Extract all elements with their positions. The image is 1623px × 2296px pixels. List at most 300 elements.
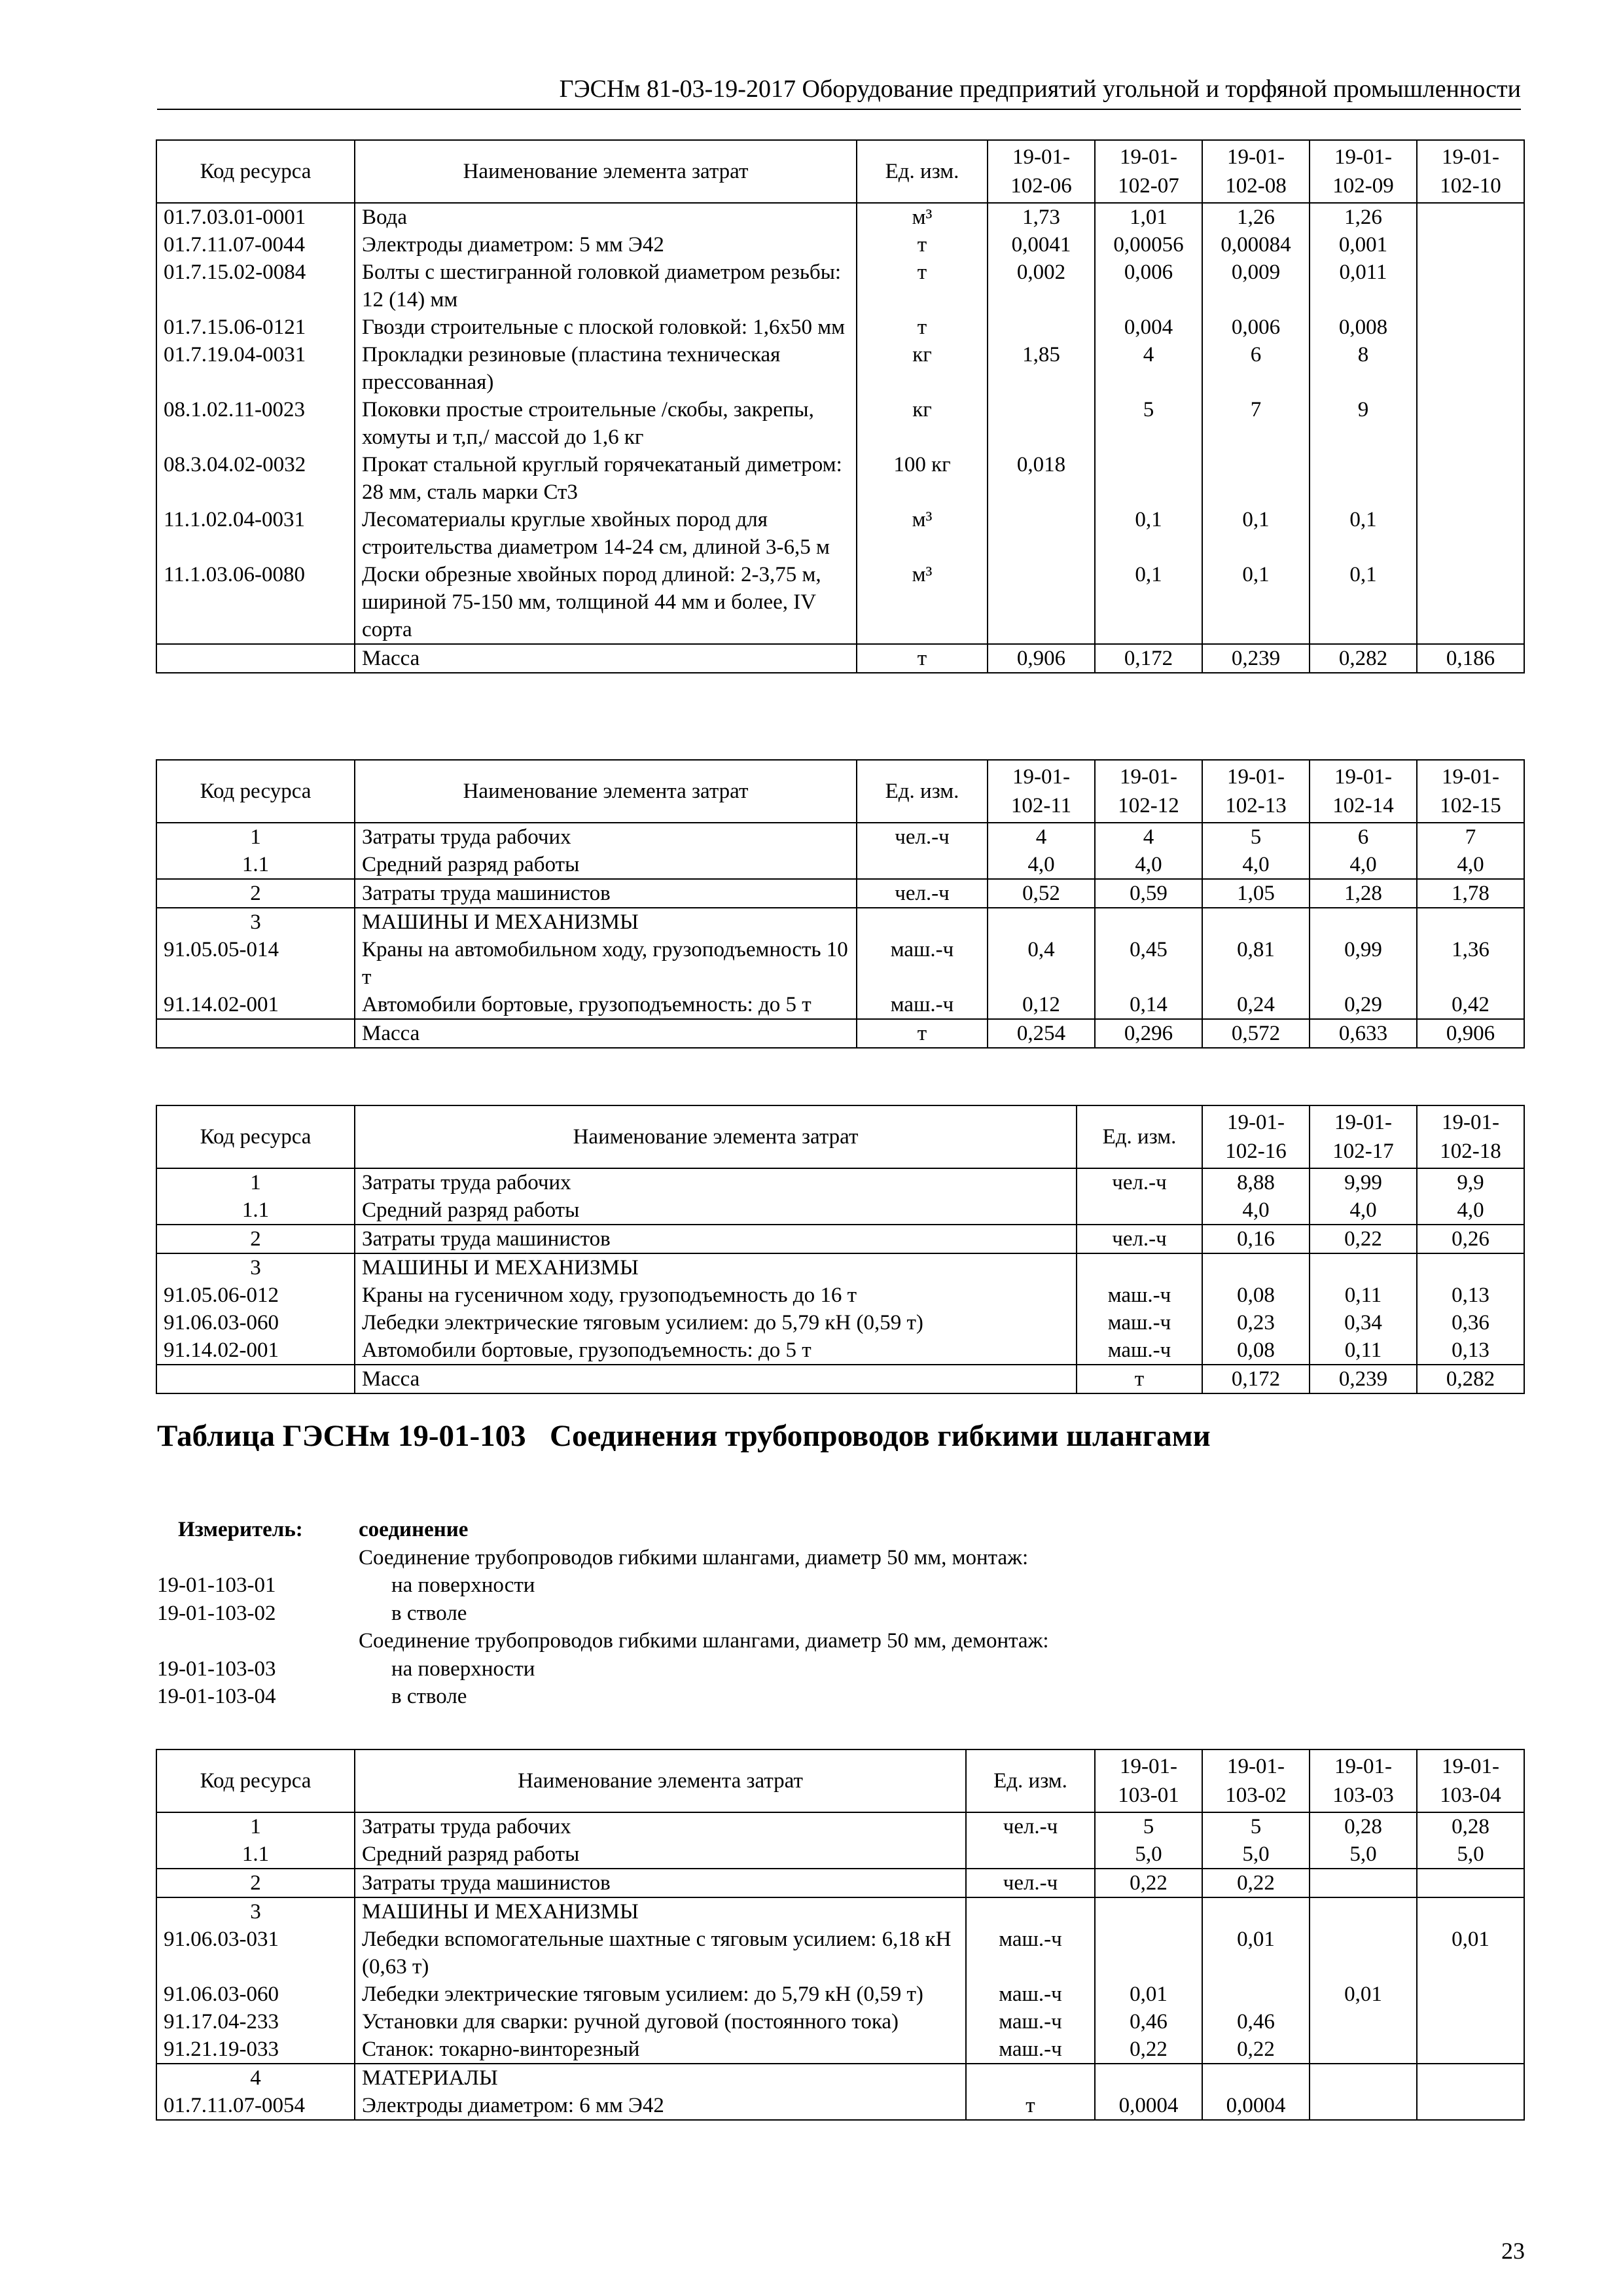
value-cell: [1310, 908, 1417, 936]
resource-code: 3: [156, 1897, 355, 1926]
unit-cell: [857, 851, 988, 879]
resource-table-102-16-18: [156, 1105, 1525, 1394]
value-cell: [1202, 451, 1310, 506]
value-cell: [1310, 451, 1417, 506]
value-cell: 1,26: [1202, 203, 1310, 231]
value-cell: [1417, 231, 1524, 259]
value-cell: 0,26: [1417, 1225, 1524, 1253]
unit-cell: т: [857, 259, 988, 314]
value-cell: 4: [1095, 823, 1202, 851]
value-cell: 0,08: [1202, 1336, 1310, 1365]
table-row: [156, 1840, 1524, 1869]
value-cell: 5: [1202, 1812, 1310, 1840]
measure-unit: соединение: [359, 1518, 469, 1541]
cost-element-name: Прокат стальной круглый горячекатаный диметром: 28 мм, сталь марки Ст3: [355, 451, 857, 506]
cost-element-name: МАШИНЫ И МЕХАНИЗМЫ: [355, 1897, 966, 1926]
resource-code: [156, 1365, 355, 1393]
resource-code: [156, 644, 355, 673]
cost-element-name: Гвозди строительные с плоской головкой: 1,6х50 мм: [355, 314, 857, 341]
unit-cell: маш.-ч: [1077, 1336, 1202, 1365]
cost-element-name: Краны на гусеничном ходу, грузоподъемность до 16 т: [355, 1282, 1077, 1309]
header-unit: Ед. изм.: [857, 140, 988, 203]
work-item-code: 19-01-103-03: [157, 1657, 276, 1681]
value-cell: 4,0: [1202, 1196, 1310, 1225]
unit-cell: маш.-ч: [966, 1926, 1095, 1981]
cost-element-name: Лесоматериалы круглые хвойных пород для строительства диаметром 14-24 см, длиной 3-6,5 м: [355, 506, 857, 561]
value-cell: 9: [1310, 396, 1417, 451]
cost-element-name: Масса: [355, 644, 857, 673]
value-cell: 0,52: [988, 879, 1095, 908]
value-cell: 4,0: [1202, 851, 1310, 879]
header-col: 19-01- 102-18: [1417, 1105, 1524, 1168]
value-cell: 0,1: [1095, 506, 1202, 561]
header-col: 19-01- 103-03: [1310, 1749, 1417, 1812]
value-cell: 0,1: [1202, 506, 1310, 561]
resource-code: 91.05.06-012: [156, 1282, 355, 1309]
table-title-name: Соединения трубопроводов гибкими шлангами: [550, 1419, 1211, 1453]
running-header: ГЭСНм 81-03-19-2017 Оборудование предприятий угольной и торфяной промышленности: [157, 73, 1521, 110]
value-cell: 0,01: [1417, 1926, 1524, 1981]
cost-element-name: Болты с шестигранной головкой диаметром резьбы: 12 (14) мм: [355, 259, 857, 314]
resource-code: 3: [156, 1253, 355, 1282]
table-header-row: [156, 760, 1524, 823]
header-col: 19-01- 102-17: [1310, 1105, 1417, 1168]
header-unit: Ед. изм.: [1077, 1105, 1202, 1168]
unit-cell: т: [966, 2092, 1095, 2120]
header-col: 19-01- 102-11: [988, 760, 1095, 823]
cost-element-name: Масса: [355, 1019, 857, 1048]
unit-cell: т: [857, 314, 988, 341]
unit-cell: м³: [857, 203, 988, 231]
unit-cell: [966, 1897, 1095, 1926]
table-row: [156, 396, 1524, 451]
value-cell: 1,85: [988, 341, 1095, 396]
table-row: [156, 1196, 1524, 1225]
work-item-code: 19-01-103-01: [157, 1573, 276, 1597]
value-cell: [1417, 561, 1524, 644]
table-row: [156, 2092, 1524, 2120]
table-row: [156, 2036, 1524, 2064]
table-row: [156, 1897, 1524, 1926]
resource-code: 91.14.02-001: [156, 1336, 355, 1365]
resource-code: 91.05.05-014: [156, 936, 355, 991]
value-cell: [1095, 2064, 1202, 2092]
cost-element-name: Затраты труда машинистов: [355, 1225, 1077, 1253]
header-col: 19-01- 103-01: [1095, 1749, 1202, 1812]
table-header-row: [156, 1105, 1524, 1168]
measure-block: [157, 1516, 1400, 1711]
unit-cell: [1077, 1196, 1202, 1225]
table-row: [156, 936, 1524, 991]
resource-table-102-06-10: [156, 139, 1525, 673]
value-cell: 7: [1417, 823, 1524, 851]
header-col: 19-01- 102-09: [1310, 140, 1417, 203]
cost-element-name: МАШИНЫ И МЕХАНИЗМЫ: [355, 1253, 1077, 1282]
header-col: 19-01- 102-14: [1310, 760, 1417, 823]
value-cell: [988, 561, 1095, 644]
value-cell: 0,22: [1310, 1225, 1417, 1253]
value-cell: [1202, 908, 1310, 936]
cost-element-name: Средний разряд работы: [355, 1196, 1077, 1225]
value-cell: [1417, 2064, 1524, 2092]
value-cell: 5,0: [1202, 1840, 1310, 1869]
unit-cell: кг: [857, 341, 988, 396]
value-cell: 8: [1310, 341, 1417, 396]
value-cell: 0,22: [1202, 1869, 1310, 1897]
header-col: 19-01- 102-13: [1202, 760, 1310, 823]
table-header-row: [156, 140, 1524, 203]
value-cell: 0,46: [1095, 2008, 1202, 2036]
header-code: Код ресурса: [156, 140, 355, 203]
value-cell: [988, 506, 1095, 561]
unit-cell: [857, 908, 988, 936]
unit-cell: чел.-ч: [1077, 1168, 1202, 1196]
resource-code: 4: [156, 2064, 355, 2092]
table-row: [156, 1019, 1524, 1048]
value-cell: 5,0: [1095, 1840, 1202, 1869]
work-item-text: на поверхности: [391, 1573, 535, 1597]
value-cell: [1417, 203, 1524, 231]
cost-element-name: Масса: [355, 1365, 1077, 1393]
value-cell: 6: [1202, 341, 1310, 396]
cost-element-name: Лебедки вспомогательные шахтные с тяговым усилием: 6,18 кН (0,63 т): [355, 1926, 966, 1981]
value-cell: [1310, 1253, 1417, 1282]
value-cell: [1310, 2092, 1417, 2120]
cost-element-name: Лебедки электрические тяговым усилием: до 5,79 кН (0,59 т): [355, 1309, 1077, 1336]
value-cell: [1417, 396, 1524, 451]
value-cell: [988, 908, 1095, 936]
value-cell: 4,0: [988, 851, 1095, 879]
value-cell: [1095, 1897, 1202, 1926]
cost-element-name: Поковки простые строительные /скобы, закрепы, хомуты и т,п,/ массой до 1,6 кг: [355, 396, 857, 451]
unit-cell: чел.-ч: [1077, 1225, 1202, 1253]
resource-code: 01.7.11.07-0054: [156, 2092, 355, 2120]
table-row: [156, 1812, 1524, 1840]
value-cell: [988, 314, 1095, 341]
value-cell: 0,01: [1202, 1926, 1310, 1981]
table-row: [156, 823, 1524, 851]
value-cell: 0,16: [1202, 1225, 1310, 1253]
cost-element-name: Станок: токарно-винторезный: [355, 2036, 966, 2064]
value-cell: 0,99: [1310, 936, 1417, 991]
table-row: [156, 1168, 1524, 1196]
table-row: [156, 1365, 1524, 1393]
cost-element-name: Затраты труда рабочих: [355, 1168, 1077, 1196]
work-item-text: Соединение трубопроводов гибкими шлангами, диаметр 50 мм, монтаж:: [359, 1545, 1029, 1570]
value-cell: [1417, 2036, 1524, 2064]
value-cell: 4,0: [1417, 1196, 1524, 1225]
value-cell: 6: [1310, 823, 1417, 851]
value-cell: 5: [1095, 396, 1202, 451]
header-col: 19-01- 102-16: [1202, 1105, 1310, 1168]
value-cell: 0,42: [1417, 991, 1524, 1019]
value-cell: 0,906: [1417, 1019, 1524, 1048]
value-cell: [1417, 2008, 1524, 2036]
value-cell: 0,13: [1417, 1336, 1524, 1365]
resource-code: 91.06.03-031: [156, 1926, 355, 1981]
cost-element-name: МАТЕРИАЛЫ: [355, 2064, 966, 2092]
resource-code: 91.17.04-233: [156, 2008, 355, 2036]
header-col: 19-01- 102-15: [1417, 760, 1524, 823]
cost-element-name: Автомобили бортовые, грузоподъемность: до 5 т: [355, 1336, 1077, 1365]
work-item-text: Соединение трубопроводов гибкими шлангами, диаметр 50 мм, демонтаж:: [359, 1629, 1049, 1653]
header-code: Код ресурса: [156, 1105, 355, 1168]
header-unit: Ед. изм.: [966, 1749, 1095, 1812]
table-row: [156, 1926, 1524, 1981]
table-row: [156, 2008, 1524, 2036]
value-cell: 8,88: [1202, 1168, 1310, 1196]
value-cell: 0,282: [1310, 644, 1417, 673]
value-cell: 1,36: [1417, 936, 1524, 991]
header-name: Наименование элемента затрат: [355, 140, 857, 203]
value-cell: [988, 396, 1095, 451]
unit-cell: маш.-ч: [1077, 1282, 1202, 1309]
unit-cell: маш.-ч: [966, 2036, 1095, 2064]
work-item-line: [157, 1544, 1400, 1572]
resource-code: 2: [156, 879, 355, 908]
value-cell: [1310, 1897, 1417, 1926]
resource-code: 91.21.19-033: [156, 2036, 355, 2064]
unit-cell: 100 кг: [857, 451, 988, 506]
header-col: 19-01- 102-07: [1095, 140, 1202, 203]
value-cell: [1310, 1926, 1417, 1981]
table-row: [156, 1336, 1524, 1365]
cost-element-name: Лебедки электрические тяговым усилием: до 5,79 кН (0,59 т): [355, 1981, 966, 2008]
value-cell: [1310, 1869, 1417, 1897]
value-cell: [1417, 451, 1524, 506]
value-cell: 0,28: [1310, 1812, 1417, 1840]
value-cell: [1417, 2092, 1524, 2120]
resource-code: 01.7.15.02-0084: [156, 259, 355, 314]
work-item-line: [157, 1627, 1400, 1655]
value-cell: 0,009: [1202, 259, 1310, 314]
value-cell: 0,22: [1202, 2036, 1310, 2064]
header-name: Наименование элемента затрат: [355, 1105, 1077, 1168]
value-cell: [1417, 506, 1524, 561]
value-cell: 4,0: [1310, 851, 1417, 879]
value-cell: 0,1: [1095, 561, 1202, 644]
resource-code: 1: [156, 1168, 355, 1196]
table-row: [156, 991, 1524, 1019]
table-row: [156, 1253, 1524, 1282]
unit-cell: маш.-ч: [857, 991, 988, 1019]
resource-code: 01.7.03.01-0001: [156, 203, 355, 231]
resource-code: 1.1: [156, 1840, 355, 1869]
header-col: 19-01- 102-06: [988, 140, 1095, 203]
value-cell: 0,08: [1202, 1282, 1310, 1309]
value-cell: 4,0: [1310, 1196, 1417, 1225]
value-cell: [1310, 2008, 1417, 2036]
measure-label: Измеритель:: [178, 1518, 303, 1541]
resource-code: 1: [156, 1812, 355, 1840]
value-cell: 0,002: [988, 259, 1095, 314]
value-cell: 1,01: [1095, 203, 1202, 231]
value-cell: 0,0004: [1202, 2092, 1310, 2120]
value-cell: 0,011: [1310, 259, 1417, 314]
resource-code: 91.14.02-001: [156, 991, 355, 1019]
unit-cell: кг: [857, 396, 988, 451]
value-cell: 0,008: [1310, 314, 1417, 341]
value-cell: 0,296: [1095, 1019, 1202, 1048]
value-cell: 0,004: [1095, 314, 1202, 341]
value-cell: 0,22: [1095, 1869, 1202, 1897]
value-cell: 0,254: [988, 1019, 1095, 1048]
value-cell: [1202, 2064, 1310, 2092]
resource-code: 11.1.03.06-0080: [156, 561, 355, 644]
value-cell: 0,23: [1202, 1309, 1310, 1336]
unit-cell: маш.-ч: [857, 936, 988, 991]
resource-code: 08.3.04.02-0032: [156, 451, 355, 506]
value-cell: 0,239: [1202, 644, 1310, 673]
unit-cell: [966, 1840, 1095, 1869]
table-row: [156, 851, 1524, 879]
cost-element-name: Электроды диаметром: 5 мм Э42: [355, 231, 857, 259]
cost-element-name: Прокладки резиновые (пластина техническая прессованная): [355, 341, 857, 396]
work-item-code: 19-01-103-04: [157, 1685, 276, 1708]
value-cell: 0,0004: [1095, 2092, 1202, 2120]
table-row: [156, 644, 1524, 673]
unit-cell: маш.-ч: [966, 2008, 1095, 2036]
value-cell: 4: [1095, 341, 1202, 396]
value-cell: [1202, 1253, 1310, 1282]
value-cell: [1095, 451, 1202, 506]
value-cell: 7: [1202, 396, 1310, 451]
cost-element-name: Вода: [355, 203, 857, 231]
table-row: [156, 1309, 1524, 1336]
value-cell: 5: [1202, 823, 1310, 851]
value-cell: 0,59: [1095, 879, 1202, 908]
cost-element-name: Установки для сварки: ручной дуговой (постоянного тока): [355, 2008, 966, 2036]
value-cell: 9,9: [1417, 1168, 1524, 1196]
unit-cell: м³: [857, 506, 988, 561]
value-cell: 0,018: [988, 451, 1095, 506]
cost-element-name: Средний разряд работы: [355, 851, 857, 879]
table-row: [156, 561, 1524, 644]
value-cell: 0,11: [1310, 1282, 1417, 1309]
cost-element-name: Автомобили бортовые, грузоподъемность: до 5 т: [355, 991, 857, 1019]
value-cell: 0,22: [1095, 2036, 1202, 2064]
value-cell: [1417, 1897, 1524, 1926]
header-col: 19-01- 102-12: [1095, 760, 1202, 823]
value-cell: 0,00056: [1095, 231, 1202, 259]
header-unit: Ед. изм.: [857, 760, 988, 823]
value-cell: 0,001: [1310, 231, 1417, 259]
value-cell: [1095, 908, 1202, 936]
value-cell: 0,12: [988, 991, 1095, 1019]
header-col: 19-01- 103-04: [1417, 1749, 1524, 1812]
value-cell: 0,29: [1310, 991, 1417, 1019]
value-cell: 0,186: [1417, 644, 1524, 673]
cost-element-name: Доски обрезные хвойных пород длиной: 2-3,75 м, шириной 75-150 мм, толщиной 44 мм и более, IV сорта: [355, 561, 857, 644]
value-cell: 1,28: [1310, 879, 1417, 908]
unit-cell: чел.-ч: [966, 1812, 1095, 1840]
value-cell: 4,0: [1095, 851, 1202, 879]
resource-table-103: [156, 1749, 1525, 2121]
table-row: [156, 314, 1524, 341]
unit-cell: м³: [857, 561, 988, 644]
unit-cell: маш.-ч: [1077, 1309, 1202, 1336]
resource-code: 3: [156, 908, 355, 936]
header-name: Наименование элемента затрат: [355, 1749, 966, 1812]
value-cell: 4,0: [1417, 851, 1524, 879]
unit-cell: чел.-ч: [857, 879, 988, 908]
value-cell: 0,34: [1310, 1309, 1417, 1336]
header-code: Код ресурса: [156, 1749, 355, 1812]
value-cell: [1417, 1869, 1524, 1897]
unit-cell: [1077, 1253, 1202, 1282]
value-cell: 0,633: [1310, 1019, 1417, 1048]
work-item-line: [157, 1655, 1400, 1683]
unit-cell: чел.-ч: [966, 1869, 1095, 1897]
value-cell: 0,239: [1310, 1365, 1417, 1393]
table-row: [156, 451, 1524, 506]
table-header-row: [156, 1749, 1524, 1812]
value-cell: 1,05: [1202, 879, 1310, 908]
value-cell: 5: [1095, 1812, 1202, 1840]
work-item-text: в стволе: [391, 1685, 467, 1708]
unit-cell: маш.-ч: [966, 1981, 1095, 2008]
resource-code: 01.7.15.06-0121: [156, 314, 355, 341]
value-cell: 0,1: [1310, 506, 1417, 561]
resource-code: 01.7.19.04-0031: [156, 341, 355, 396]
cost-element-name: Затраты труда машинистов: [355, 879, 857, 908]
value-cell: 0,13: [1417, 1282, 1524, 1309]
value-cell: [1417, 341, 1524, 396]
table-row: [156, 1282, 1524, 1309]
value-cell: 0,11: [1310, 1336, 1417, 1365]
table-row: [156, 1981, 1524, 2008]
value-cell: [1417, 1253, 1524, 1282]
unit-cell: т: [1077, 1365, 1202, 1393]
value-cell: [1417, 314, 1524, 341]
value-cell: 0,4: [988, 936, 1095, 991]
value-cell: 5,0: [1417, 1840, 1524, 1869]
resource-code: 2: [156, 1869, 355, 1897]
resource-code: 11.1.02.04-0031: [156, 506, 355, 561]
table-row: [156, 231, 1524, 259]
value-cell: 0,006: [1202, 314, 1310, 341]
value-cell: 0,172: [1095, 644, 1202, 673]
value-cell: [1202, 1897, 1310, 1926]
unit-cell: чел.-ч: [857, 823, 988, 851]
cost-element-name: Затраты труда рабочих: [355, 823, 857, 851]
work-item-line: [157, 1571, 1400, 1600]
value-cell: 4: [988, 823, 1095, 851]
unit-cell: т: [857, 231, 988, 259]
value-cell: 1,78: [1417, 879, 1524, 908]
work-item-line: [157, 1683, 1400, 1711]
page-number: 23: [1501, 2238, 1525, 2264]
table-row: [156, 2064, 1524, 2092]
table-title-number: Таблица ГЭСНм 19-01-103: [157, 1419, 526, 1453]
value-cell: [1417, 908, 1524, 936]
resource-code: 91.06.03-060: [156, 1309, 355, 1336]
work-item-text: в стволе: [391, 1601, 467, 1625]
table-row: [156, 879, 1524, 908]
resource-code: 1.1: [156, 851, 355, 879]
table-row: [156, 203, 1524, 231]
value-cell: 0,282: [1417, 1365, 1524, 1393]
header-code: Код ресурса: [156, 760, 355, 823]
value-cell: 0,172: [1202, 1365, 1310, 1393]
value-cell: 0,01: [1310, 1981, 1417, 2008]
value-cell: [1310, 2064, 1417, 2092]
table-row: [156, 908, 1524, 936]
resource-code: 01.7.11.07-0044: [156, 231, 355, 259]
header-name: Наименование элемента затрат: [355, 760, 857, 823]
value-cell: 0,46: [1202, 2008, 1310, 2036]
value-cell: [1310, 2036, 1417, 2064]
